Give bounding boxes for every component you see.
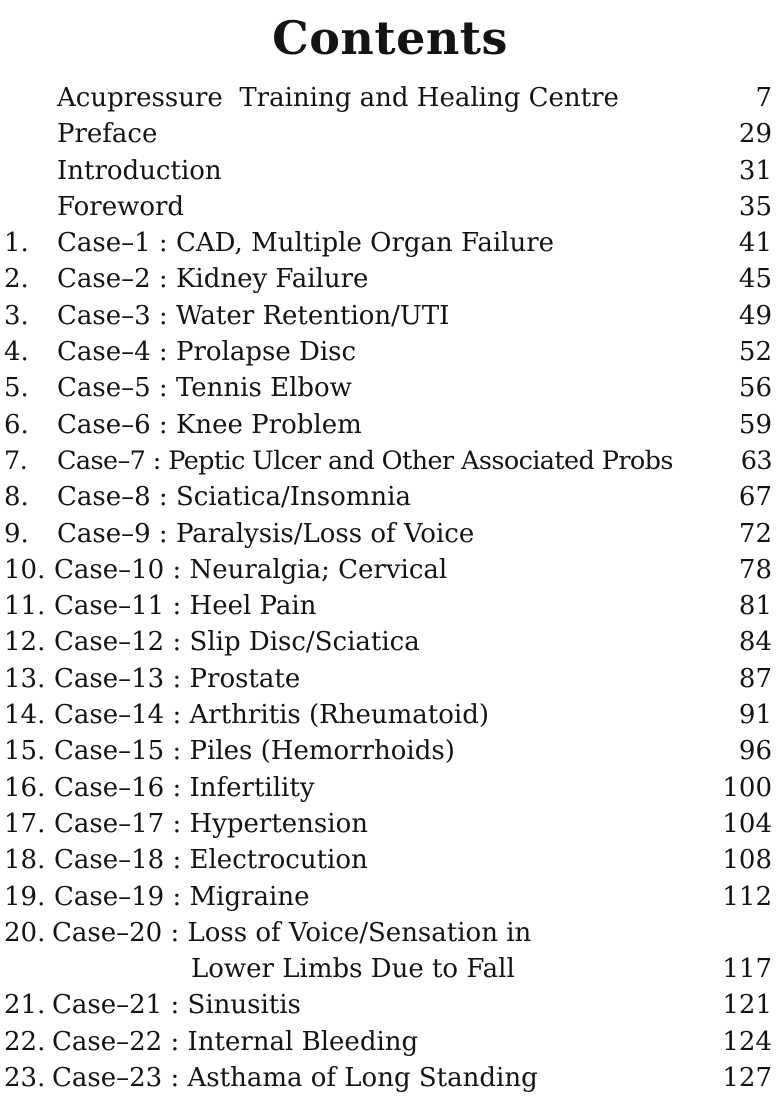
entry-number: 7. [4, 445, 28, 476]
entry-page: 45 [738, 264, 772, 295]
entry-page: 63 [740, 445, 772, 476]
entry-number: 21. [4, 990, 46, 1021]
toc-entry[interactable] [0, 116, 780, 152]
toc-entry[interactable] [0, 334, 780, 370]
entry-title: Acupressure Training and Healing Centre [57, 83, 619, 113]
entry-page: 49 [738, 300, 772, 331]
entry-number: 19. [4, 881, 46, 912]
case-label: Case–22 [52, 1026, 163, 1057]
entry-page: 108 [722, 845, 772, 876]
entry-title: Case–3 : Water Retention/UTI [57, 300, 450, 331]
entry-title: Case–12 : Slip Disc/Sciatica [54, 627, 420, 658]
entry-page: 84 [738, 627, 772, 658]
toc-entry[interactable] [0, 879, 780, 915]
toc-entry[interactable] [0, 370, 780, 406]
toc-entry[interactable] [0, 189, 780, 225]
page-title: Contents [272, 11, 508, 65]
toc-entry[interactable] [0, 552, 780, 588]
toc-entry[interactable] [0, 80, 780, 116]
entry-title: Case–2 : Kidney Failure [57, 264, 369, 295]
entry-page: 100 [722, 772, 772, 803]
toc-entry[interactable] [0, 661, 780, 697]
toc-entry[interactable] [0, 733, 780, 769]
entry-title: Case–14 : Arthritis (Rheumatoid) [54, 700, 489, 731]
entry-number: 15. [4, 736, 46, 767]
case-description: Kidney Failure [175, 264, 369, 295]
case-label: Case–20 [52, 917, 163, 948]
entry-number: 2. [4, 264, 29, 295]
entry-title: Case–9 : Paralysis/Loss of Voice [57, 518, 475, 549]
case-label: Case–14 [54, 700, 165, 731]
entry-title: Case–5 : Tennis Elbow [57, 373, 352, 404]
entry-title: Case–13 : Prostate [54, 663, 301, 694]
entry-title: Case–22 : Internal Bleeding [52, 1026, 419, 1057]
toc-entry[interactable] [0, 842, 780, 878]
toc-entry[interactable] [0, 1024, 780, 1060]
entry-number: 8. [4, 482, 29, 513]
case-description: Prolapse Disc [175, 337, 357, 368]
case-description: Water Retention/UTI [175, 300, 450, 331]
entry-page: 59 [738, 409, 772, 440]
entry-title: Case–20 : Loss of Voice/Sensation in [52, 917, 532, 948]
entry-title: Case–17 : Hypertension [54, 808, 368, 839]
entry-title: Introduction [57, 155, 222, 186]
entry-number: 23. [4, 1063, 46, 1094]
entry-title: Case–15 : Piles (Hemorrhoids) [54, 736, 455, 767]
entry-title: Case–19 : Migraine [54, 881, 310, 912]
entry-title: Case–16 : Infertility [54, 772, 315, 803]
case-label: Case–4 [57, 337, 151, 368]
case-label: Case–11 [54, 591, 165, 622]
case-description: Sinusitis [187, 990, 301, 1021]
entry-page: 56 [738, 373, 772, 404]
entry-title: Case–21 : Sinusitis [52, 990, 301, 1021]
case-description: Sciatica/Insomnia [175, 482, 411, 513]
entry-page: 112 [722, 881, 772, 912]
case-description: Prostate [189, 663, 301, 694]
entry-number: 3. [4, 300, 29, 331]
entry-title: Case–23 : Asthama of Long Standing [52, 1063, 538, 1094]
entry-number: 20. [4, 917, 46, 948]
table-of-contents [0, 80, 780, 1096]
case-description: Peptic Ulcer and Other Associated Probs [168, 445, 673, 476]
entry-title: Case–8 : Sciatica/Insomnia [57, 482, 411, 513]
case-description: Infertility [189, 772, 315, 803]
entry-title: Foreword [57, 191, 185, 222]
entry-title: Case–10 : Neuralgia; Cervical [54, 554, 448, 585]
toc-entry[interactable] [0, 443, 780, 479]
entry-page: 7 [755, 83, 772, 113]
entry-number: 18. [4, 845, 46, 876]
entry-number: 13. [4, 663, 46, 694]
toc-entry[interactable] [0, 479, 780, 515]
entry-number: 22. [4, 1026, 46, 1057]
case-label: Case–8 [57, 482, 151, 513]
case-description-continued: Lower Limbs Due to Fall [191, 954, 515, 985]
toc-entry[interactable] [0, 153, 780, 189]
entry-number: 11. [4, 591, 46, 622]
entry-number: 1. [4, 228, 29, 259]
entry-page: 35 [738, 191, 772, 222]
case-description: Knee Problem [175, 409, 362, 440]
case-label: Case–15 [54, 736, 165, 767]
case-label: Case–6 [57, 409, 151, 440]
toc-entry[interactable] [0, 806, 780, 842]
case-description: Neuralgia; Cervical [189, 554, 448, 585]
entry-page: 127 [722, 1063, 772, 1094]
entry-page: 91 [738, 700, 772, 731]
case-label: Case–23 [52, 1063, 163, 1094]
entry-page: 87 [738, 663, 772, 694]
entry-title: Case–11 : Heel Pain [54, 591, 317, 622]
entry-number: 9. [4, 518, 29, 549]
entry-page: 124 [722, 1026, 772, 1057]
case-description: Slip Disc/Sciatica [189, 627, 420, 658]
case-label: Case–16 [54, 772, 165, 803]
toc-entry[interactable] [0, 588, 780, 624]
toc-entry[interactable] [0, 915, 780, 988]
toc-entry[interactable] [0, 697, 780, 733]
entry-page: 52 [738, 337, 772, 368]
toc-entry[interactable] [0, 987, 780, 1023]
entry-number: 5. [4, 373, 29, 404]
case-label: Case–9 [57, 518, 151, 549]
toc-entry[interactable] [0, 225, 780, 261]
entry-page: 81 [738, 591, 772, 622]
case-description: Heel Pain [189, 591, 317, 622]
case-label: Case–13 [54, 663, 165, 694]
entry-page: 121 [722, 990, 772, 1021]
toc-entry[interactable] [0, 770, 780, 806]
toc-entry[interactable] [0, 298, 780, 334]
case-description: Arthritis (Rheumatoid) [189, 700, 489, 731]
case-description: Internal Bleeding [187, 1026, 419, 1057]
entry-page: 96 [738, 736, 772, 767]
entry-page: 41 [738, 228, 772, 259]
entry-title: Preface [57, 119, 158, 150]
case-description: Loss of Voice/Sensation in [187, 917, 532, 948]
entry-page: 72 [738, 518, 772, 549]
case-label: Case–10 [54, 554, 165, 585]
entry-title: Case–4 : Prolapse Disc [57, 337, 357, 368]
entry-page: 31 [738, 155, 772, 186]
entry-number: 6. [4, 409, 29, 440]
entry-page: 67 [738, 482, 772, 513]
entry-page: 29 [738, 119, 772, 150]
case-description: Migraine [189, 881, 310, 912]
case-label: Case–1 [57, 228, 151, 259]
case-description: Tennis Elbow [175, 373, 352, 404]
case-label: Case–21 [52, 990, 163, 1021]
entry-number: 10. [4, 554, 46, 585]
entry-page: 104 [722, 808, 772, 839]
entry-number: 16. [4, 772, 46, 803]
entry-number: 4. [4, 337, 29, 368]
entry-number: 17. [4, 808, 46, 839]
case-description: Piles (Hemorrhoids) [189, 736, 455, 767]
case-description: Hypertension [189, 808, 368, 839]
case-description: Electrocution [189, 845, 368, 876]
case-label: Case–12 [54, 627, 165, 658]
entry-page: 117 [722, 954, 772, 985]
case-label: Case–5 [57, 373, 151, 404]
case-description: Paralysis/Loss of Voice [175, 518, 475, 549]
case-label: Case–2 [57, 264, 151, 295]
entry-page: 78 [738, 554, 772, 585]
entry-title: Case–6 : Knee Problem [57, 409, 362, 440]
case-label: Case–18 [54, 845, 165, 876]
entry-title: Case–18 : Electrocution [54, 845, 368, 876]
toc-entry[interactable] [0, 624, 780, 660]
case-label: Case–19 [54, 881, 165, 912]
case-label: Case–17 [54, 808, 165, 839]
toc-entry[interactable] [0, 1060, 780, 1096]
toc-entry[interactable] [0, 516, 780, 552]
entry-number: 12. [4, 627, 46, 658]
case-label: Case–7 [57, 445, 146, 476]
toc-entry[interactable] [0, 407, 780, 443]
entry-number: 14. [4, 700, 46, 731]
entry-title: Case–7 : Peptic Ulcer and Other Associated Probs [57, 445, 673, 476]
case-label: Case–3 [57, 300, 151, 331]
entry-title: Case–1 : CAD, Multiple Organ Failure [57, 228, 555, 259]
case-description: Asthama of Long Standing [187, 1063, 538, 1094]
case-description: CAD, Multiple Organ Failure [175, 228, 555, 259]
toc-entry[interactable] [0, 261, 780, 297]
